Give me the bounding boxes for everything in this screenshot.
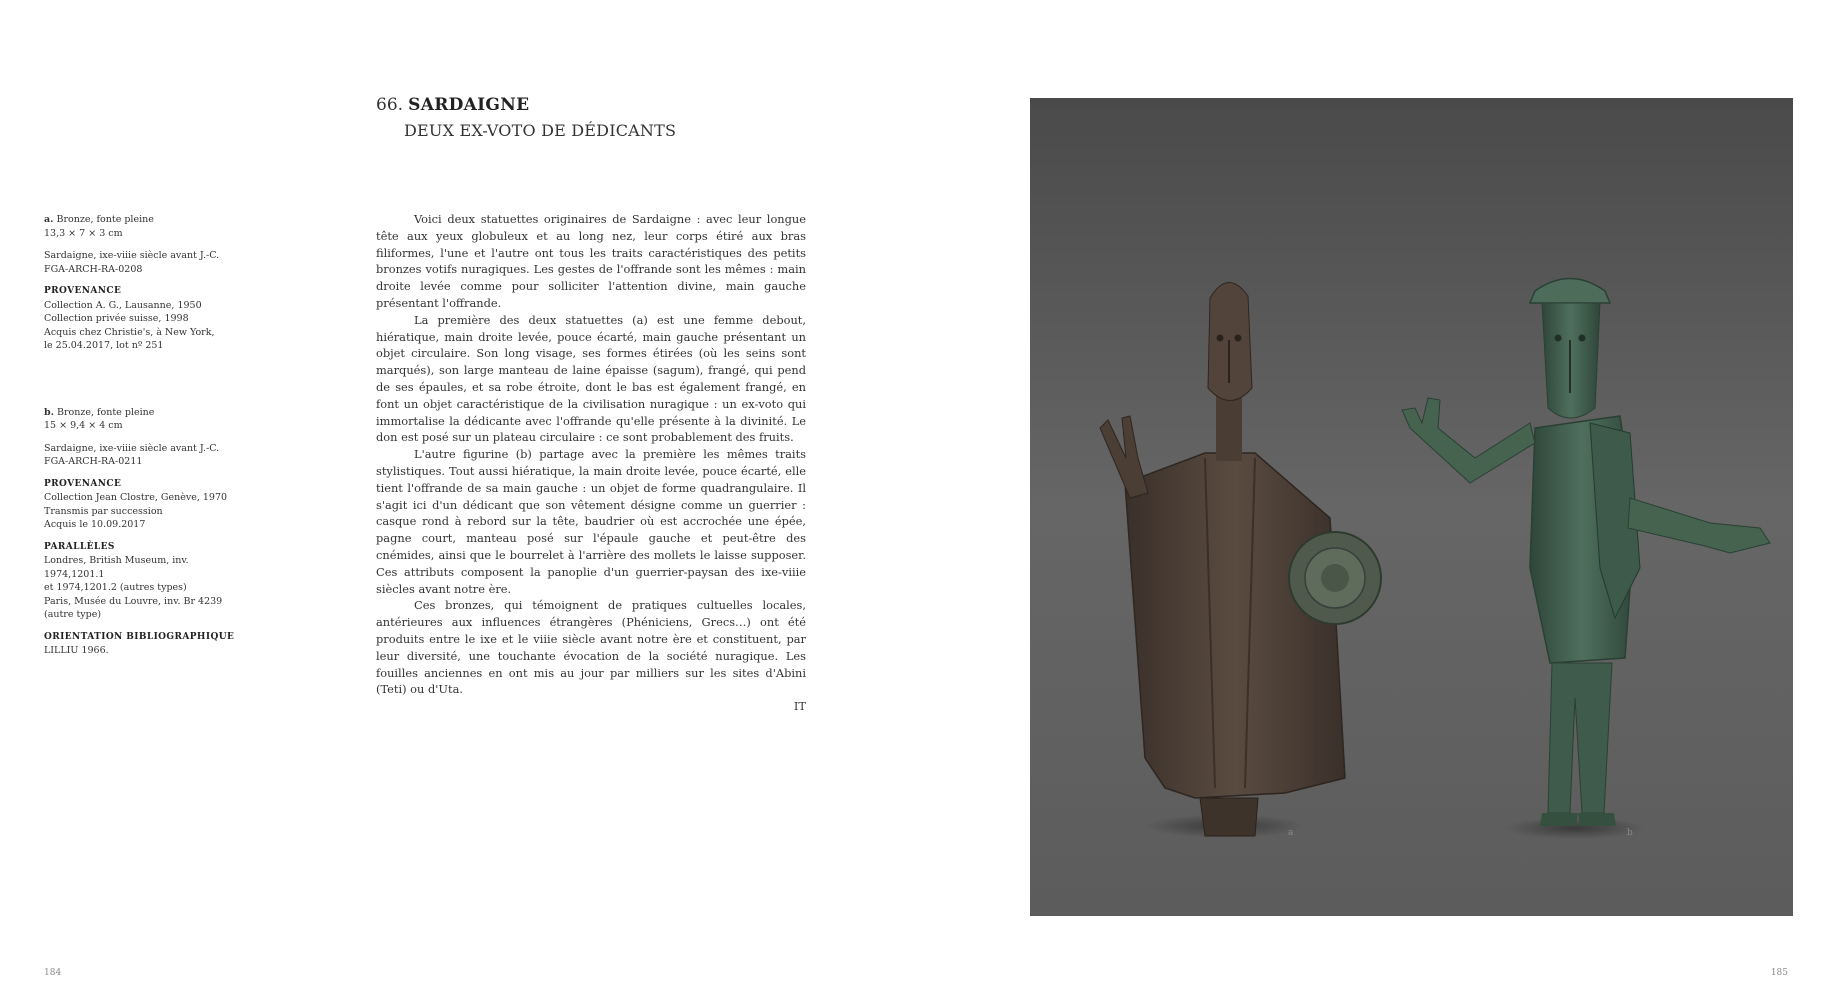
object-b-inventory: FGA-ARCH-RA-0211 [44, 456, 143, 467]
object-a-provenance [44, 285, 244, 353]
object-a-dimensions: 13,3 × 7 × 3 cm [44, 227, 123, 239]
provenance-line: Collection A. G., Lausanne, 1950 [44, 299, 202, 311]
provenance-line: Acquis chez Christie's, à New York, [44, 326, 215, 338]
paralleles-section [44, 541, 244, 622]
paralleles-line: Londres, British Museum, inv. 1974,1201.1 [44, 555, 189, 580]
page-number-left: 184 [44, 968, 62, 978]
entry-subtitle: DEUX EX-VOTO DE DÉDICANTS [404, 121, 677, 140]
essay-paragraph: La première des deux statuettes (a) est une femme debout, hiératique, main droite levée, pouce écarté, main gauche présentant un objet circulaire. Son long visage, ses formes étirées (où les seins sont marqués), son large manteau de laine épaisse (sagum), frangé, qui pend de ses épaules, et sa robe étroite, dont le bas est également frangé, en font un objet caractéristique de la civilisation nuragique : un ex-voto qui immortalise la dédicante avec l'offrande qu'elle présente à la divinité. Le don est posé sur un plateau circulaire : ce sont probablement des fruits. [376, 312, 806, 445]
provenance-line: le 25.04.2017, lot nº 251 [44, 340, 164, 351]
entry-heading [376, 95, 676, 140]
provenance-heading: PROVENANCE [44, 478, 122, 489]
object-a-details [44, 213, 244, 240]
essay-body [376, 211, 806, 715]
object-a-origin: Sardaigne, ixe-viiie siècle avant J.-C. [44, 250, 220, 261]
essay-paragraph: Ces bronzes, qui témoignent de pratiques cultuelles locales, antérieures aux influences étrangères (Phéniciens, Grecs…) ont été produits entre le ixe et le viiie siècle avant notre ère et constituent, par leur diversité, une touchante évocation de la société nuragique. Les fouilles anciennes en ont mis au jour par milliers sur les sites d'Abini (Teti) ou d'Uta. [376, 598, 806, 697]
provenance-line: Acquis le 10.09.2017 [44, 519, 146, 530]
object-b-dimensions: 15 × 9,4 × 4 cm [44, 420, 123, 431]
object-a-label: a. [44, 214, 54, 225]
figure-label-b: b [1627, 828, 1633, 838]
provenance-line: Collection Jean Clostre, Genève, 1970 [44, 492, 228, 503]
object-b-origin: Sardaigne, ixe-viiie siècle avant J.-C. [44, 442, 220, 454]
bibliography-text: LILLIU 1966. [44, 645, 109, 656]
author-initials: IT [793, 699, 806, 714]
bibliography-section [44, 631, 244, 658]
page-number-right: 185 [1770, 968, 1788, 978]
figure-label-a: a [1288, 828, 1294, 838]
object-a-inventory: FGA-ARCH-RA-0208 [44, 263, 143, 275]
paralleles-heading: PARALLÈLES [44, 541, 115, 552]
essay-paragraph: L'autre figurine (b) partage avec la première les mêmes traits stylistiques. Tout aussi hiératique, la main droite levée, pouce écarté, elle tient l'offrande de sa main gauche : un objet de forme quadrangulaire. Il s'agit ici d'un dédicant que son vêtement désigne comme un guerrier : casque rond à rebord sur la tête, baudrier où est accrochée une épée, pagne court, manteau posé sur l'épaule gauche et peut-être des cnémides, ainsi que le bourrelet à l'arrière des mollets le laisse supposer. Ces attributs composent la panoplie d'un guerrier-paysan des ixe-viiie siècles avant notre ère. [376, 447, 806, 596]
object-b-details [44, 406, 244, 433]
bronze-statuettes-photo [1030, 98, 1793, 916]
entry-title: SARDAIGNE [408, 95, 530, 115]
object-a-material: Bronze, fonte pleine [56, 214, 154, 225]
bibliography-heading: ORIENTATION BIBLIOGRAPHIQUE [44, 631, 235, 642]
paralleles-line: et 1974,1201.2 (autres types) [44, 582, 187, 593]
object-b-label: b. [44, 406, 54, 418]
catalogue-sidebar [44, 213, 244, 667]
essay-paragraph: Voici deux statuettes originaires de Sardaigne : avec leur longue tête aux yeux globuleux et au long nez, leur corps étiré aux bras filiformes, l'une et l'autre ont tous les traits caractéristiques des petits bronzes votifs nuragiques. Les gestes de l'offrande sont les mêmes : main droite levée comme pour solliciter l'attention divine, main gauche présentant l'offrande. [376, 212, 806, 310]
entry-number: 66. [376, 95, 404, 115]
provenance-line: Collection privée suisse, 1998 [44, 313, 189, 324]
paralleles-line: (autre type) [44, 609, 102, 620]
object-b-provenance [44, 478, 244, 532]
paralleles-line: Paris, Musée du Louvre, inv. Br 4239 [44, 595, 223, 607]
provenance-heading: PROVENANCE [44, 286, 122, 296]
object-b-material: Bronze, fonte pleine [56, 406, 155, 418]
provenance-line: Transmis par succession [44, 505, 163, 517]
statuettes-illustration [1030, 98, 1793, 916]
